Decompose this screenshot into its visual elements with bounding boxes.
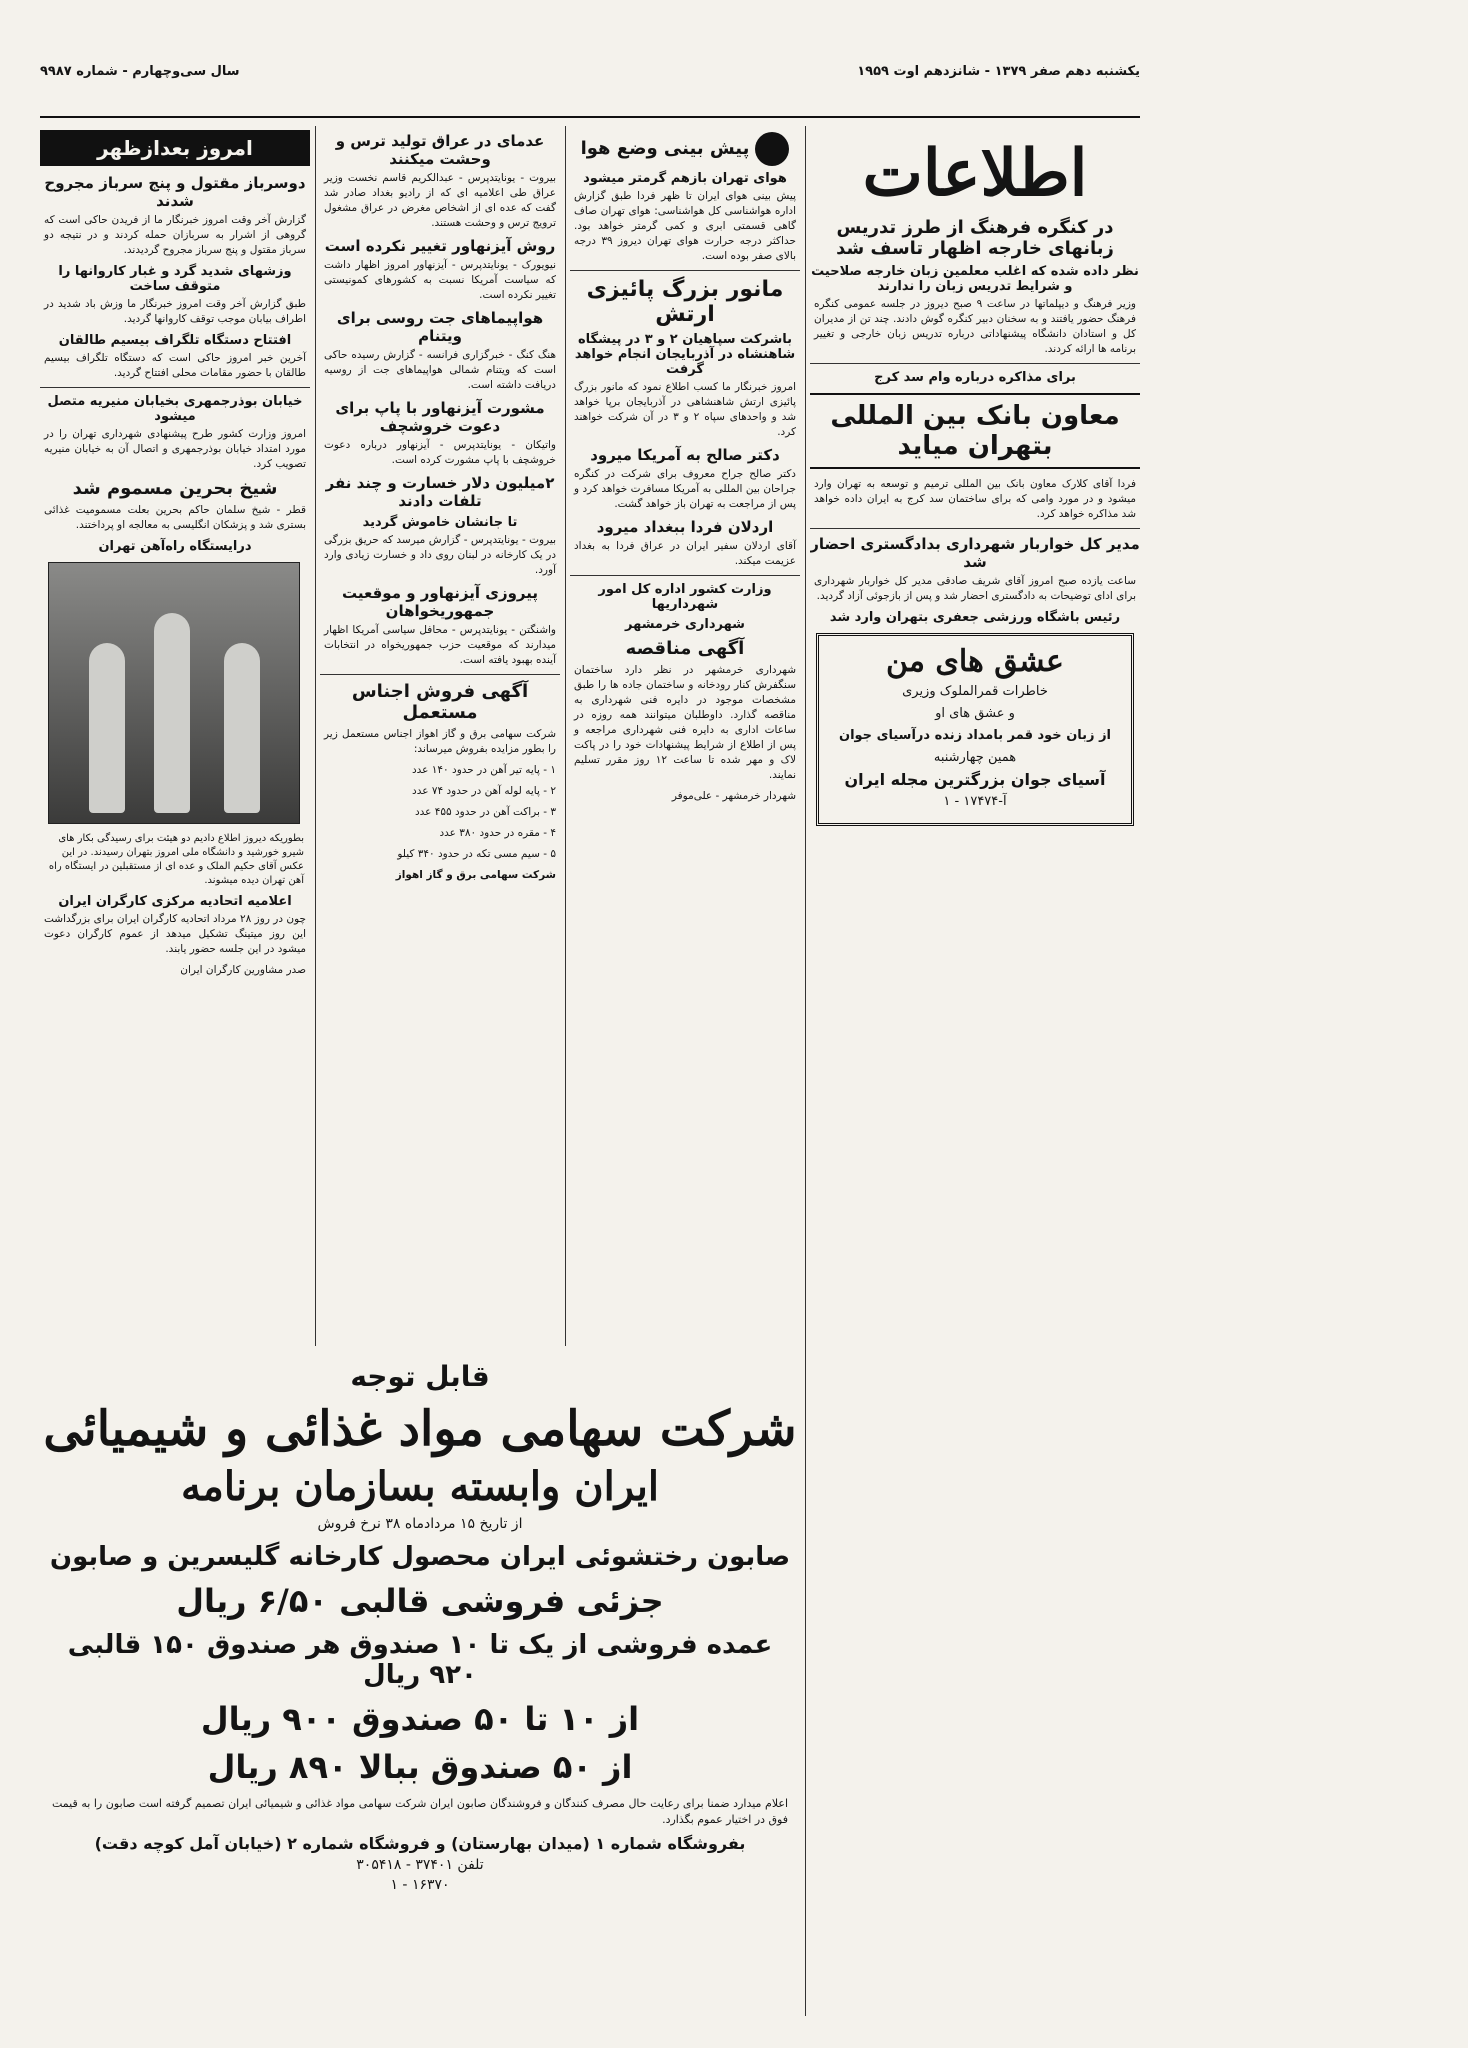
article-dust: طبق گزارش آخر وقت امروز خبرنگار ما وزش باد شدید در اطراف بیابان موجب توقف کاروانها گردید. — [44, 298, 306, 325]
masthead — [40, 56, 1140, 118]
ad-magazine-code: آ-۱۷۴۷۴ - ۱ — [943, 794, 1007, 809]
issue-date: یکشنبه دهم صفر ۱۳۷۹ - شانزدهم اوت ۱۹۵۹ — [857, 64, 1140, 79]
headline-bank: معاون بانک بین المللی بتهران میاید — [810, 393, 1140, 469]
ad-soap-price-50plus: از ۵۰ صندوق ببالا ۸۹۰ ریال — [207, 1748, 633, 1786]
divider — [810, 528, 1140, 529]
headline-weather — [570, 132, 800, 166]
sale-item: ۲ - پایه لوله آهن در حدود ۷۴ عدد — [412, 785, 556, 797]
headline-sheikh: شیخ بحرین مسموم شد — [72, 478, 278, 499]
ad-soap-product: صابون رختشوئی ایران محصول کارخانه گلیسرین و صابون — [49, 1542, 791, 1572]
ad-magazine-line: و عشق های او — [935, 706, 1015, 721]
sale-item: ۴ - مقره در حدود ۳۸۰ عدد — [439, 827, 556, 839]
ad-magazine-line: همین چهارشنبه — [933, 750, 1017, 765]
headline-bank-pre: برای مذاکره درباره وام سد کرج — [874, 370, 1076, 385]
sale-item: ۱ - پایه تیر آهن در حدود ۱۴۰ عدد — [411, 764, 556, 776]
article-tender: شهرداری خرمشهر در نظر دارد ساختمان سنگفرش کنار رودخانه و ساختمان جاده ها را طبق مشخصات موجود در دایره فنی شهرداری به مناقصه گذارد. داوطلبان میتوانند همه روزه در ساعات اداری به دایره فنی شهرداری مراجعه و پس از اطلاع از شرایط پیشنهادات خود را در پاکت لاک و مهر شده تا ساعت ۱۲ روز مقرر تسلیم نمایند. — [574, 664, 796, 781]
tender-signature: شهردار خرمشهر - علی‌موفر — [671, 790, 796, 802]
headline-telegraph: افتتاح دستگاه تلگراف بیسیم طالقان — [58, 333, 292, 348]
article-army: امروز خبرنگار ما کسب اطلاع نمود که مانور بزرگ پائیزی ارتش شاهنشاهی در آذربایجان برپا خواهد شد و واحدهای سپاه ۲ و ۳ در آن شرکت خواهند کرد. — [574, 381, 796, 438]
article-khrushchev: واتیکان - یونایتدپرس - آیزنهاور درباره دعوت خروشچف با پاپ مشورت کرده است. — [324, 439, 556, 466]
union-signature: صدر مشاورین کارگران ایران — [180, 964, 306, 976]
banner-afternoon: امروز بعدازظهر — [40, 130, 310, 166]
ad-soap-price-10-50: از ۱۰ تا ۵۰ صندوق ۹۰۰ ریال — [200, 1700, 640, 1738]
divider — [570, 575, 800, 576]
issue-number: سال سی‌وچهارم - شماره ۹۹۸۷ — [40, 64, 240, 79]
photo-station — [48, 562, 300, 824]
photo-figure — [154, 613, 190, 813]
column-left — [40, 126, 310, 1346]
article-fire: بیروت - یونایتدپرس - گزارش میرسد که حریق بزرگی در یک کارخانه در لبنان روی داد و خسارت زیادی وارد آورد. — [324, 534, 556, 576]
article-vietnam: هنگ کنگ - خبرگزاری فرانسه - گزارش رسیده حاکی است که ویتنام شمالی هواپیماهای جت از روسیه دریافت داشته است. — [324, 349, 556, 391]
article-telegraph: آخرین خبر امروز حاکی است که دستگاه تلگراف بیسیم طالقان با حضور مقامات محلی افتتاح گردید. — [44, 352, 306, 379]
headline-ardalan: اردلان فردا ببغداد میرود — [596, 518, 774, 536]
headline-khrushchev: مشورت آیزنهاور با پاپ برای دعوت خروشچف — [335, 399, 545, 435]
article-sheikh: قطر - شیخ سلمان حاکم بحرین بعلت مسمومیت غذائی بستری شد و پزشکان انگلیسی به معالجه او پرداختند. — [44, 504, 306, 531]
article-judiciary: ساعت یازده صبح امروز آقای شریف صادقی مدیر کل خواربار شهرداری برای ادای توضیحات به دادگستری احضار شد و پس از بازجوئی آزاد گردید. — [814, 575, 1136, 602]
subhead-fire: تا جانشان خاموش گردید — [362, 515, 518, 530]
ad-magazine — [816, 633, 1134, 826]
headline-usa: روش آیزنهاور تغییر نکرده است — [324, 237, 556, 255]
ad-soap-stores: بفروشگاه شماره ۱ (میدان بهارستان) و فروشگاه شماره ۲ (خیابان آمل کوچه دقت) — [94, 1834, 746, 1853]
sun-icon — [755, 132, 789, 166]
photo-figure — [224, 643, 260, 813]
ad-magazine-line: از زبان خود قمر بامداد زنده درآسیای جوان — [838, 728, 1112, 743]
photo-figure — [89, 643, 125, 813]
article-usa: نیویورک - یونایتدپرس - آیزنهاور امروز اظهار داشت که سیاست آمریکا نسبت به کشورهای کمونیستی تغییر نکرده است. — [324, 259, 556, 301]
ad-magazine-line: خاطرات قمرالملوک وزیری — [902, 684, 1048, 699]
column-right — [810, 126, 1140, 2016]
article-republicans: واشنگتن - یونایتدپرس - محافل سیاسی آمریکا اظهار میدارند که موقعیت حزب جمهوریخواه در انتخابات آینده بهبود یافته است. — [324, 624, 556, 666]
ad-soap-phone: تلفن ۳۷۴۰۱ - ۳۰۵۴۱۸ — [356, 1857, 484, 1873]
column-rule — [315, 126, 316, 1346]
headline-street: خیابان بوذرجمهری بخیابان منیریه متصل میشود — [47, 394, 303, 424]
article-weather: پیش بینی هوای ایران تا ظهر فردا طبق گزارش اداره هواشناسی کل هواشناسی: هوای تهران صاف گاهی قسمتی ابری و کمی گرمتر خواهد بود. حداکثر درجه حرارت هوای تهران دیروز ۳۹ درجه بالای صفر بوده است. — [574, 190, 796, 262]
article-iraq: بیروت - یونایتدپرس - عبدالکریم قاسم نخست وزیر عراق طی اعلامیه ای که از رادیو بغداد صادر شد گفت که عده ای از اشخاص مغرض در عراق مشغول ترویج ترس و وحشت هستند. — [324, 172, 556, 229]
ad-soap-company2: ایران وابسته بسازمان برنامه — [180, 1463, 660, 1510]
headline-club: رئیس باشگاه ورزشی جعفری بتهران وارد شد — [829, 610, 1121, 625]
ad-soap-price-retail: جزئی فروشی قالبی ۶/۵۰ ریال — [176, 1582, 664, 1620]
headline-congress: در کنگره فرهنگ از طرز تدریس زبانهای خارجه اظهار تاسف شد — [836, 217, 1114, 259]
sale-signature: شرکت سهامی برق و گاز اهواز — [395, 869, 556, 881]
headline-doctor: دکتر صالح به آمریکا میرود — [590, 446, 780, 464]
tender-org: وزارت کشور اداره کل امور شهرداریها — [598, 582, 772, 612]
headline-vietnam: هواپیماهای جت روسی برای ویتنام — [336, 309, 544, 345]
headline-iraq: عدمای در عراق تولید ترس و وحشت میکنند — [335, 132, 545, 168]
newspaper-logo: اطلاعات — [862, 136, 1088, 211]
headline-tender: آگهی مناقصه — [625, 638, 745, 659]
column-rule — [565, 126, 566, 1346]
headline-soldiers: دوسرباز مقتول و پنج سرباز مجروح شدند — [44, 174, 306, 210]
ad-soap-notice: اعلام میدارد ضمنا برای رعایت حال مصرف کنندگان و فروشندگان صابون ایران شرکت سهامی مواد غذائی و شیمیائی ایران تصمیم گرفته است صابون را به قیمت فوق در اختیار عموم بگذارد. — [52, 1797, 788, 1826]
sale-item: ۳ - براکت آهن در حدود ۴۵۵ عدد — [414, 806, 556, 818]
ad-soap-date: از تاریخ ۱۵ مردادماه ۳۸ نرخ فروش — [317, 1516, 523, 1532]
headline-republicans: پیروزی آیزنهاور و موقعیت جمهوریخواهان — [342, 584, 538, 620]
headline-fire: ۲میلیون دلار خسارت و چند نفر تلفات دادند — [325, 474, 555, 510]
subhead-congress: نظر داده شده که اغلب معلمین زبان خارجه صلاحیت و شرایط تدریس زبان را ندارند — [811, 264, 1139, 294]
headline-sale: آگهی فروش اجناس مستعمل — [351, 681, 529, 723]
divider — [40, 387, 310, 388]
divider — [320, 674, 560, 675]
divider — [570, 270, 800, 271]
ad-soap — [40, 1356, 800, 2016]
ad-soap-attention: قابل توجه — [350, 1360, 490, 1393]
ad-soap-code: ۱۶۳۷۰ - ۱ — [390, 1877, 450, 1893]
article-doctor: دکتر صالح جراح معروف برای شرکت در کنگره جراحان بین المللی به آمریکا مسافرت خواهد کرد و پس از مراجعت به تهران باز خواهد گشت. — [574, 468, 796, 510]
headline-dust: وزشهای شدید گرد و غبار کاروانها را متوقف ساخت — [58, 264, 292, 294]
ad-magazine-line: آسیای جوان بزرگترین مجله ایران — [844, 770, 1106, 789]
article-union: چون در روز ۲۸ مرداد اتحادیه کارگران ایران برای بزرگداشت این روز میتینگ تشکیل میدهد از عموم کارگران دعوت میشود در این جلسه حضور یابند. — [44, 913, 306, 955]
article-bank: فردا آقای کلارک معاون بانک بین المللی ترمیم و توسعه به تهران وارد میشود و در مورد وامی که برای ساختمان سد کرج به ایران داده خواهد شد مذاکره خواهد کرد. — [814, 478, 1136, 520]
column-center-left — [320, 126, 560, 1346]
article-street: امروز وزارت کشور طرح پیشنهادی شهرداری تهران را در مورد امتداد خیابان بوذرجمهری و اتصال آن به خیابان منیریه تصویب کرد. — [44, 428, 306, 470]
subhead-weather: هوای تهران بازهم گرمتر میشود — [583, 171, 787, 186]
column-rule — [805, 126, 806, 2016]
newspaper-page — [40, 56, 1140, 2016]
photo-caption: بطوریکه دیروز اطلاع دادیم دو هیئت برای رسیدگی بکار های شیرو خورشید و دانشگاه ملی امروز بتهران رسیدند. در این عکس آقای حکیم الملک و عده ای از مستقبلین در ایستگاه راه آهن تهران دیده میشوند. — [48, 833, 304, 886]
headline-weather-text: پیش بینی وضع هوا — [580, 138, 750, 159]
ad-magazine-title: عشق های من — [886, 644, 1064, 679]
divider — [810, 363, 1140, 364]
ad-soap-price-wholesale: عمده فروشی از یک تا ۱۰ صندوق هر صندوق ۱۵۰ قالبی ۹۲۰ ریال — [67, 1630, 773, 1690]
headline-union: اعلامیه اتحادیه مرکزی کارگران ایران — [58, 894, 292, 909]
article-congress: وزیر فرهنگ و دیپلماتها در ساعت ۹ صبح دیروز در جلسه عمومی کنگره فرهنگ حضور یافتند و به سخنان دبیر کنگره گوش دادند. چند تن از مدیران کل و استادان دانشگاه پیشنهاداتی درباره تدریس زبان خارجی و تغییر برنامه ها ارائه کردند. — [814, 298, 1136, 355]
ad-soap-company: شرکت سهامی مواد غذائی و شیمیائی — [43, 1401, 797, 1457]
tender-city: شهرداری خرمشهر — [625, 617, 745, 632]
headline-station: درایستگاه راه‌آهن تهران — [98, 539, 252, 554]
article-soldiers: گزارش آخر وقت امروز خبرنگار ما از فریدن حاکی است که گروهی از اشرار به سربازان حمله کردند و در نتیجه دو سرباز مقتول و پنج سرباز مجروح گردیدند. — [44, 214, 306, 256]
article-ardalan: آقای اردلان سفیر ایران در عراق فردا به بغداد عزیمت میکند. — [574, 540, 796, 567]
sale-item: ۵ - سیم مسی تکه در حدود ۳۴۰ کیلو — [397, 848, 556, 860]
article-sale: شرکت سهامی برق و گاز اهواز اجناس مستعمل زیر را بطور مزایده بفروش میرساند: — [324, 728, 556, 755]
subhead-army: باشرکت سپاهیان ۲ و ۳ در پیشگاه شاهنشاه در آذربایجان انجام خواهد گرفت — [574, 332, 796, 377]
headline-judiciary: مدیر کل خواربار شهرداری بدادگستری احضار شد — [810, 535, 1140, 571]
headline-army: مانور بزرگ پائیزی ارتش — [586, 277, 784, 327]
